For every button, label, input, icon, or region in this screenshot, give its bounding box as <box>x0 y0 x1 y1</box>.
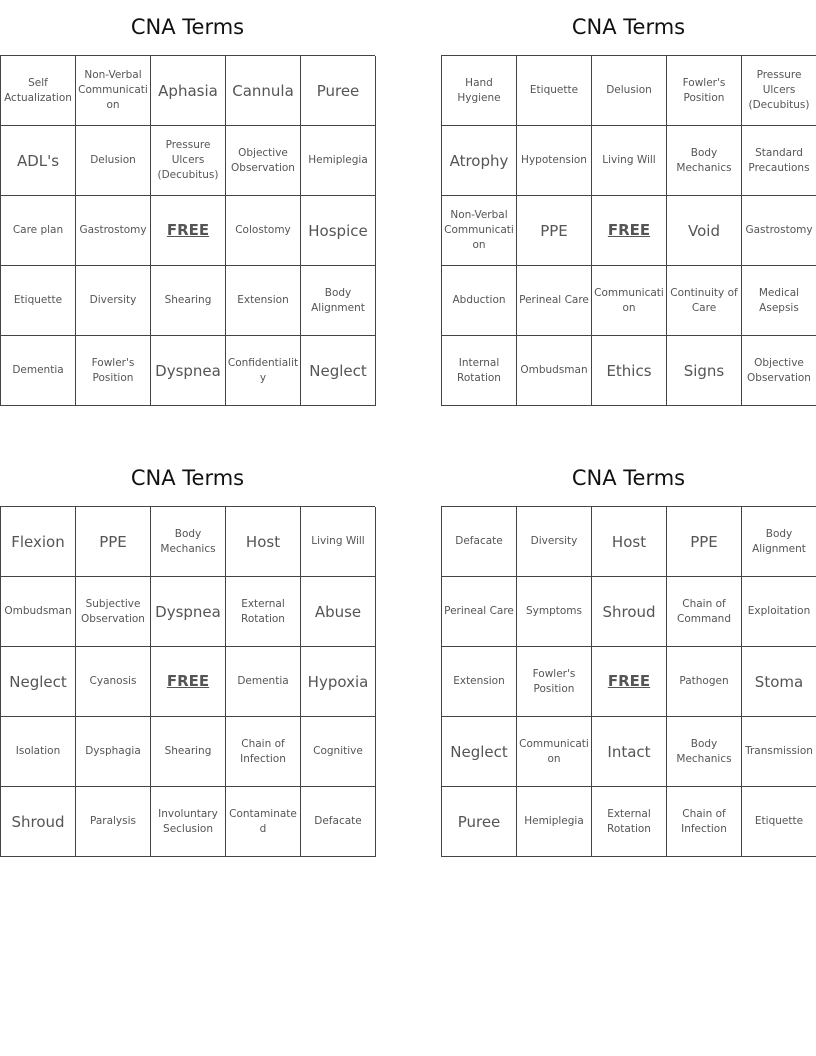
bingo-cell <box>301 647 376 717</box>
bingo-cell <box>151 266 226 336</box>
bingo-cell <box>226 336 301 406</box>
bingo-cell-text: Body Mechanics <box>160 527 216 555</box>
bingo-card-1 <box>0 0 375 406</box>
bingo-cell <box>592 717 667 787</box>
card-title: CNA Terms <box>130 466 245 490</box>
bingo-cell-text: External Rotation <box>241 597 285 625</box>
bingo-cell-text: Objective Observation <box>747 356 811 384</box>
bingo-cell-text: Standard Precautions <box>748 146 810 174</box>
bingo-cell <box>742 56 816 126</box>
bingo-cell-text: Medical Asepsis <box>758 286 800 314</box>
bingo-cell-text: Contaminated <box>229 807 297 835</box>
bingo-cell <box>592 266 667 336</box>
bingo-cell <box>1 126 76 196</box>
bingo-cell <box>442 717 517 787</box>
bingo-cell-text: Non-Verbal Communication <box>78 69 148 111</box>
bingo-cell <box>76 196 151 266</box>
bingo-cell-text: Confidentiality <box>227 356 299 384</box>
bingo-cell-text: ADL's <box>16 151 60 170</box>
bingo-cell-text: Hand Hygiene <box>457 76 501 104</box>
bingo-cell-text: Transmission <box>745 745 813 757</box>
bingo-cell-text: Delusion <box>606 84 652 96</box>
bingo-cell <box>151 336 226 406</box>
bingo-cell-text: Chain of Command <box>677 597 731 625</box>
bingo-cell <box>1 196 76 266</box>
bingo-cell-text: Hemiplegia <box>308 154 368 166</box>
bingo-cell <box>151 787 226 857</box>
bingo-cell-text: Perineal Care <box>519 294 589 306</box>
bingo-cell-text: Diversity <box>89 294 137 306</box>
bingo-cell-text: Symptoms <box>525 605 582 617</box>
bingo-cell-text: Neglect <box>9 672 67 691</box>
bingo-cell <box>742 577 816 647</box>
bingo-cell-text: Shroud <box>602 602 656 621</box>
bingo-cell-text: Delusion <box>90 154 136 166</box>
bingo-cell-text: Non-Verbal Communication <box>444 209 514 251</box>
bingo-cell <box>667 787 742 857</box>
bingo-cell-text: Diversity <box>530 535 578 547</box>
free-space <box>592 647 667 717</box>
bingo-cell-text: Neglect <box>450 742 508 761</box>
bingo-cell <box>151 507 226 577</box>
bingo-cell-text: FREE <box>166 221 210 239</box>
bingo-cell-text: Ombudsman <box>520 364 588 376</box>
bingo-cell-text: Perineal Care <box>444 605 514 617</box>
bingo-cell <box>151 56 226 126</box>
bingo-cell <box>76 126 151 196</box>
bingo-cell-text: Dysphagia <box>85 745 141 757</box>
bingo-cell-text: Colostomy <box>235 224 291 236</box>
bingo-cell-text: External Rotation <box>607 807 651 835</box>
bingo-cell <box>226 56 301 126</box>
bingo-cell <box>442 336 517 406</box>
bingo-cell <box>742 336 816 406</box>
bingo-cell <box>76 266 151 336</box>
bingo-cell-text: Intact <box>607 742 651 761</box>
bingo-cell <box>76 577 151 647</box>
bingo-cell <box>742 717 816 787</box>
bingo-cell <box>226 266 301 336</box>
bingo-cell-text: Etiquette <box>13 294 63 306</box>
bingo-cell-text: Body Alignment <box>752 527 806 555</box>
bingo-cell <box>76 336 151 406</box>
bingo-cell <box>301 196 376 266</box>
bingo-cell <box>592 507 667 577</box>
bingo-cell-text: Continuity of Care <box>670 286 738 314</box>
bingo-cell <box>667 196 742 266</box>
bingo-cell-text: Living Will <box>311 535 365 547</box>
bingo-cell <box>301 266 376 336</box>
bingo-cell <box>226 647 301 717</box>
bingo-cell-text: Subjective Observation <box>81 597 145 625</box>
bingo-cell <box>76 647 151 717</box>
bingo-cell <box>1 577 76 647</box>
bingo-cell <box>517 647 592 717</box>
bingo-cell <box>301 336 376 406</box>
bingo-cell <box>517 196 592 266</box>
bingo-cell <box>442 126 517 196</box>
bingo-cell-text: Exploitation <box>747 605 811 617</box>
bingo-cell-text: Pressure Ulcers (Decubitus) <box>748 69 810 111</box>
bingo-cell-text: FREE <box>166 672 210 690</box>
bingo-cell-text: Hypotension <box>521 154 587 166</box>
bingo-cell <box>517 56 592 126</box>
bingo-cell-text: Dementia <box>237 675 289 687</box>
bingo-cell <box>1 507 76 577</box>
bingo-cell <box>517 126 592 196</box>
bingo-cell <box>742 507 816 577</box>
bingo-cell-text: Flexion <box>11 532 65 551</box>
bingo-cell-text: Ethics <box>606 361 652 380</box>
bingo-cell <box>76 717 151 787</box>
bingo-cell-text: Cyanosis <box>89 675 137 687</box>
bingo-cell-text: Chain of Infection <box>681 807 727 835</box>
bingo-cell-text: Cannula <box>232 81 294 100</box>
bingo-card-4 <box>441 451 816 857</box>
bingo-cell-text: Paralysis <box>89 815 137 827</box>
bingo-cell-text: Hospice <box>308 221 368 240</box>
free-space <box>592 196 667 266</box>
bingo-cell <box>592 336 667 406</box>
bingo-cell-text: Neglect <box>309 361 367 380</box>
bingo-cell-text: Ombudsman <box>4 605 72 617</box>
free-space <box>151 647 226 717</box>
bingo-cell-text: Shearing <box>164 745 212 757</box>
bingo-cell <box>742 647 816 717</box>
bingo-cell-text: Pressure Ulcers (Decubitus) <box>157 139 219 181</box>
bingo-cell-text: Abduction <box>452 294 506 306</box>
bingo-cell-text: Puree <box>457 812 501 831</box>
bingo-cell <box>517 336 592 406</box>
bingo-cell <box>1 717 76 787</box>
bingo-cell-text: FREE <box>607 221 651 239</box>
bingo-cell-text: PPE <box>540 221 568 240</box>
bingo-cell-text: Chain of Infection <box>240 737 286 765</box>
bingo-cell <box>442 196 517 266</box>
bingo-cell-text: Defacate <box>314 815 362 827</box>
bingo-cell-text: Cognitive <box>313 745 363 757</box>
bingo-cell-text: Signs <box>683 361 725 380</box>
bingo-cell-text: Body Mechanics <box>676 737 732 765</box>
bingo-cell <box>667 577 742 647</box>
bingo-cell <box>592 577 667 647</box>
bingo-cell <box>667 266 742 336</box>
bingo-cell-text: Involuntary Seclusion <box>158 807 218 835</box>
bingo-cell <box>592 126 667 196</box>
bingo-cell <box>226 577 301 647</box>
bingo-cell <box>667 647 742 717</box>
bingo-cell <box>301 717 376 787</box>
bingo-cell <box>517 577 592 647</box>
bingo-cell-text: Extension <box>237 294 289 306</box>
bingo-cell <box>592 787 667 857</box>
bingo-cell <box>1 56 76 126</box>
bingo-cell <box>226 196 301 266</box>
bingo-cell <box>517 717 592 787</box>
bingo-cell <box>226 126 301 196</box>
bingo-cell-text: Self Actualization <box>4 76 72 104</box>
bingo-cell <box>667 126 742 196</box>
card-title: CNA Terms <box>571 466 686 490</box>
bingo-cell <box>667 507 742 577</box>
bingo-cell <box>667 56 742 126</box>
card-title: CNA Terms <box>130 15 245 39</box>
bingo-cell <box>742 126 816 196</box>
bingo-cell-text: Host <box>611 532 647 551</box>
bingo-grid <box>0 506 375 857</box>
bingo-cell-text: Hemiplegia <box>524 815 584 827</box>
bingo-grid <box>441 506 816 857</box>
bingo-cell <box>667 336 742 406</box>
bingo-cell-text: Etiquette <box>754 815 804 827</box>
bingo-cell <box>442 56 517 126</box>
bingo-cell-text: Puree <box>316 81 360 100</box>
bingo-cell-text: Stoma <box>754 672 804 691</box>
bingo-cell-text: Defacate <box>455 535 503 547</box>
bingo-card-2 <box>441 0 816 406</box>
bingo-cell-text: Internal Rotation <box>457 356 501 384</box>
bingo-cell-text: PPE <box>99 532 127 551</box>
bingo-grid <box>0 55 375 406</box>
bingo-cell <box>301 56 376 126</box>
bingo-cell-text: Fowler's Position <box>682 76 726 104</box>
bingo-cell-text: Hypoxia <box>307 672 369 691</box>
bingo-cell <box>226 787 301 857</box>
bingo-cell <box>301 577 376 647</box>
bingo-cell <box>1 336 76 406</box>
bingo-cell <box>76 787 151 857</box>
bingo-cell-text: Pathogen <box>679 675 729 687</box>
bingo-cell <box>301 126 376 196</box>
bingo-cell-text: Gastrostomy <box>745 224 813 236</box>
bingo-cell <box>1 266 76 336</box>
bingo-cell-text: Care plan <box>12 224 64 236</box>
bingo-cell-text: Shearing <box>164 294 212 306</box>
bingo-cell-text: Void <box>688 221 720 240</box>
bingo-cell-text: Fowler's Position <box>532 667 576 695</box>
bingo-cell-text: Fowler's Position <box>91 356 135 384</box>
bingo-cell <box>151 717 226 787</box>
bingo-cell-text: Dyspnea <box>155 361 221 380</box>
bingo-cell <box>442 787 517 857</box>
bingo-cell-text: Body Alignment <box>311 286 365 314</box>
bingo-cell <box>1 647 76 717</box>
bingo-cell <box>226 507 301 577</box>
bingo-cell-text: Extension <box>453 675 505 687</box>
bingo-cell <box>76 507 151 577</box>
bingo-cell-text: Living Will <box>602 154 656 166</box>
bingo-cell-text: Gastrostomy <box>79 224 147 236</box>
bingo-cell-text: Dementia <box>12 364 64 376</box>
bingo-cell <box>742 787 816 857</box>
bingo-cell <box>442 507 517 577</box>
bingo-cell <box>151 577 226 647</box>
bingo-cell-text: PPE <box>690 532 718 551</box>
bingo-cell-text: Aphasia <box>158 81 218 100</box>
bingo-cell-text: Shroud <box>11 812 65 831</box>
bingo-grid <box>441 55 816 406</box>
bingo-cell-text: Isolation <box>15 745 61 757</box>
free-space <box>151 196 226 266</box>
bingo-cell-text: Communication <box>519 737 589 765</box>
bingo-cell <box>1 787 76 857</box>
bingo-cell-text: Communication <box>594 286 664 314</box>
bingo-cell <box>517 507 592 577</box>
bingo-cell <box>517 266 592 336</box>
bingo-card-3 <box>0 451 375 857</box>
bingo-cell <box>442 577 517 647</box>
bingo-cell-text: Atrophy <box>449 151 509 170</box>
bingo-cell <box>442 266 517 336</box>
bingo-cell-text: Abuse <box>314 602 362 621</box>
bingo-cell <box>301 787 376 857</box>
bingo-cell <box>151 126 226 196</box>
bingo-cell <box>226 717 301 787</box>
bingo-cell-text: Body Mechanics <box>676 146 732 174</box>
bingo-cell <box>517 787 592 857</box>
bingo-cell <box>667 717 742 787</box>
bingo-cell-text: Objective Observation <box>231 146 295 174</box>
bingo-cell <box>742 196 816 266</box>
bingo-cell-text: FREE <box>607 672 651 690</box>
bingo-cell-text: Etiquette <box>529 84 579 96</box>
bingo-cell <box>301 507 376 577</box>
bingo-cell <box>76 56 151 126</box>
bingo-cell <box>592 56 667 126</box>
bingo-cell-text: Dyspnea <box>155 602 221 621</box>
card-title: CNA Terms <box>571 15 686 39</box>
bingo-cell <box>442 647 517 717</box>
bingo-cell-text: Host <box>245 532 281 551</box>
bingo-cell <box>742 266 816 336</box>
